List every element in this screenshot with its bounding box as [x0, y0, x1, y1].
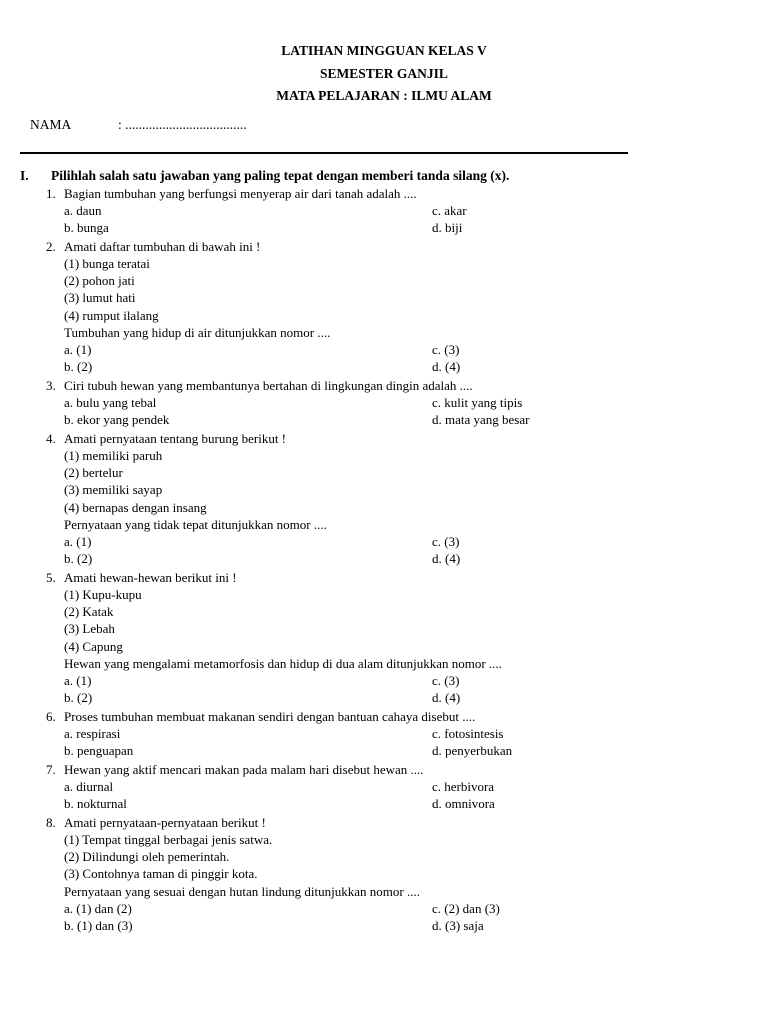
answer-options — [46, 778, 686, 812]
question-3 — [46, 377, 686, 430]
question-number: 7. — [46, 762, 56, 778]
answer-options — [46, 394, 686, 428]
question-stem — [46, 761, 686, 778]
answer-option[interactable]: c. (3) — [432, 673, 460, 689]
answer-option[interactable]: c. (2) dan (3) — [432, 900, 500, 916]
question-text: Amati pernyataan-pernyataan berikut ! — [64, 815, 266, 831]
answer-option[interactable]: d. omnivora — [432, 796, 495, 812]
question-text: Amati pernyataan tentang burung berikut ! — [64, 431, 287, 447]
question-item: (2) bertelur — [64, 465, 123, 481]
question-prompt: Pernyataan yang sesuai dengan hutan lindung ditunjukkan nomor .... — [64, 883, 420, 899]
answer-option[interactable]: d. (4) — [432, 690, 461, 706]
answer-option[interactable]: a. (1) — [64, 534, 92, 550]
answer-options — [46, 341, 686, 375]
answer-option[interactable]: b. ekor yang pendek — [64, 412, 170, 428]
question-text: Bagian tumbuhan yang berfungsi menyerap air dari tanah adalah .... — [64, 186, 417, 201]
question-list — [46, 185, 686, 936]
answer-option[interactable]: c. (3) — [432, 342, 460, 358]
question-prompt: Pernyataan yang tidak tepat ditunjukkan nomor .... — [64, 516, 327, 532]
section-instruction-text: Pilihlah salah satu jawaban yang paling tepat dengan memberi tanda silang (x). — [51, 168, 510, 183]
question-stem — [46, 708, 686, 725]
question-item: (3) lumut hati — [64, 290, 136, 306]
question-text: Hewan yang aktif mencari makan pada malam hari disebut hewan .... — [64, 762, 424, 778]
answer-options — [46, 672, 686, 706]
question-spacer — [46, 934, 686, 936]
answer-option[interactable]: d. (4) — [432, 551, 461, 567]
answer-option[interactable]: b. nokturnal — [64, 796, 127, 812]
header-line-3: MATA PELAJARAN : ILMU ALAM — [276, 88, 492, 103]
question-item: (2) pohon jati — [64, 273, 135, 289]
question-number: 5. — [46, 570, 56, 586]
answer-options — [46, 900, 686, 934]
question-item: (2) Katak — [64, 604, 114, 620]
answer-option[interactable]: b. (2) — [64, 690, 93, 706]
header-divider — [20, 152, 628, 154]
question-stem — [46, 814, 686, 831]
answer-option[interactable]: a. daun — [64, 203, 102, 218]
question-2 — [46, 238, 686, 377]
question-stem — [46, 377, 686, 394]
question-number: 2. — [46, 239, 56, 254]
question-7 — [46, 761, 686, 814]
answer-option[interactable]: d. penyerbukan — [432, 743, 513, 759]
question-5 — [46, 569, 686, 708]
question-item: (4) bernapas dengan insang — [64, 499, 207, 515]
question-item: (4) Capung — [64, 638, 123, 654]
question-text: Ciri tubuh hewan yang membantunya bertahan di lingkungan dingin adalah .... — [64, 378, 473, 394]
question-item: (1) bunga teratai — [64, 256, 150, 271]
answer-option[interactable]: d. (4) — [432, 359, 461, 375]
question-item: (3) Contohnya taman di pinggir kota. — [64, 866, 258, 882]
section-number: I. — [20, 168, 29, 183]
question-stem — [46, 238, 686, 255]
answer-option[interactable]: b. (2) — [64, 359, 93, 375]
document-header — [0, 40, 768, 108]
answer-option[interactable]: a. (1) — [64, 342, 92, 358]
answer-option[interactable]: d. biji — [432, 220, 463, 235]
answer-option[interactable]: c. (3) — [432, 534, 460, 550]
question-item: (3) memiliki sayap — [64, 482, 163, 498]
answer-option[interactable]: b. (1) dan (3) — [64, 917, 133, 933]
question-item: (1) Tempat tinggal berbagai jenis satwa. — [64, 832, 273, 848]
question-stem — [46, 430, 686, 447]
answer-option[interactable]: b. penguapan — [64, 743, 134, 759]
answer-option[interactable]: b. bunga — [64, 220, 109, 235]
question-8 — [46, 814, 686, 936]
question-text: Proses tumbuhan membuat makanan sendiri dengan bantuan cahaya disebut .... — [64, 709, 476, 725]
answer-option[interactable]: a. bulu yang tebal — [64, 395, 157, 411]
name-field[interactable] — [30, 117, 247, 133]
answer-option[interactable]: c. herbivora — [432, 779, 495, 795]
answer-option[interactable]: a. respirasi — [64, 726, 121, 742]
question-number: 1. — [46, 186, 56, 201]
name-blank[interactable]: : .................................... — [118, 117, 247, 132]
answer-option[interactable]: c. akar — [432, 203, 467, 218]
header-line-2: SEMESTER GANJIL — [320, 65, 448, 81]
answer-option[interactable]: a. (1) dan (2) — [64, 900, 132, 916]
question-item: (3) Lebah — [64, 621, 115, 637]
question-number: 3. — [46, 378, 56, 394]
header-line-1: LATIHAN MINGGUAN KELAS V — [281, 43, 487, 58]
question-item: (1) Kupu-kupu — [64, 587, 142, 603]
answer-options — [46, 725, 686, 759]
question-text: Amati daftar tumbuhan di bawah ini ! — [64, 239, 261, 254]
section-instruction — [20, 168, 509, 184]
answer-option[interactable]: a. (1) — [64, 673, 92, 689]
name-label: NAMA — [30, 117, 72, 132]
answer-option[interactable]: c. kulit yang tipis — [432, 395, 523, 411]
question-item: (1) memiliki paruh — [64, 448, 163, 464]
question-prompt: Tumbuhan yang hidup di air ditunjukkan nomor .... — [64, 324, 331, 340]
question-item: (4) rumput ilalang — [64, 307, 159, 323]
answer-option[interactable]: d. (3) saja — [432, 917, 484, 933]
question-number: 4. — [46, 431, 56, 447]
question-text: Amati hewan-hewan berikut ini ! — [64, 570, 237, 586]
answer-option[interactable]: d. mata yang besar — [432, 412, 530, 428]
question-number: 8. — [46, 815, 56, 831]
answer-option[interactable]: c. fotosintesis — [432, 726, 504, 742]
answer-options — [46, 533, 686, 567]
question-stem — [46, 185, 686, 202]
question-prompt: Hewan yang mengalami metamorfosis dan hidup di dua alam ditunjukkan nomor .... — [64, 655, 502, 671]
question-6 — [46, 708, 686, 761]
answer-option[interactable]: a. diurnal — [64, 779, 114, 795]
question-1 — [46, 185, 686, 238]
question-4 — [46, 430, 686, 569]
question-number: 6. — [46, 709, 56, 725]
question-stem — [46, 569, 686, 586]
answer-options — [46, 202, 686, 236]
question-item: (2) Dilindungi oleh pemerintah. — [64, 849, 230, 865]
answer-option[interactable]: b. (2) — [64, 551, 93, 567]
